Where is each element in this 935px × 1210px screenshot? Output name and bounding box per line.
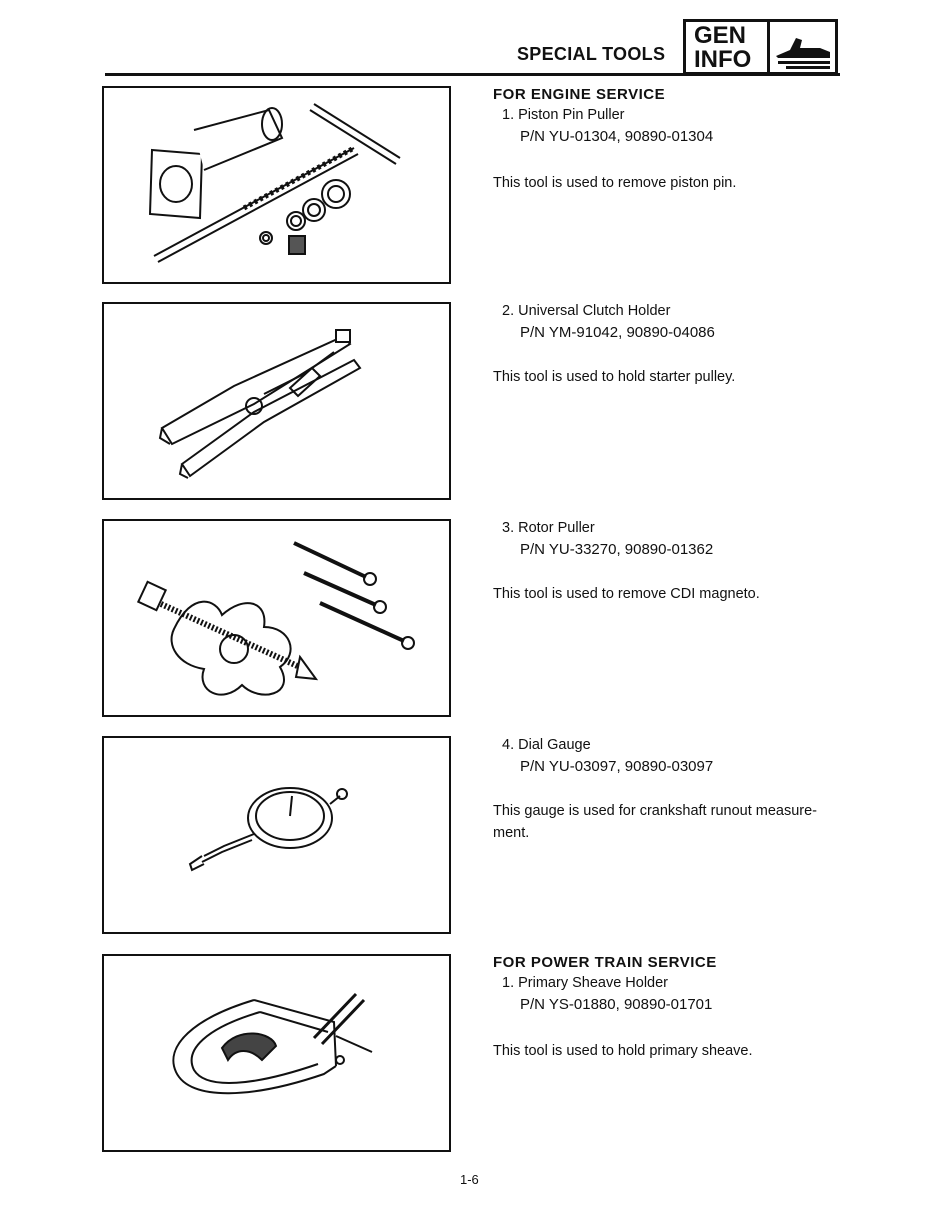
snowmobile-icon [770,22,835,72]
page-title: SPECIAL TOOLS [517,44,666,64]
badge-line-info: INFO [694,46,752,73]
section-badge [683,19,838,75]
item-1-name: 1. Piston Pin Puller [502,107,625,123]
badge-text [686,22,770,72]
item-5-name: 1. Primary Sheave Holder [502,975,669,991]
badge-line-gen: GEN [694,22,747,49]
item-1-part-number: P/N YU-01304, 90890-01304 [520,128,714,145]
item-4-description-line-2: ment. [493,825,530,841]
item-4-description [493,800,848,844]
piston-pin-puller-illustration [102,86,451,284]
item-5-part-number: P/N YS-01880, 90890-01701 [520,996,713,1013]
rotor-puller-illustration [102,519,451,717]
item-1-description: This tool is used to remove piston pin. [493,175,737,191]
item-4-description-line-1: This gauge is used for crankshaft runout measure- [493,803,817,819]
item-2-name: 2. Universal Clutch Holder [502,303,671,319]
item-4-part-number: P/N YU-03097, 90890-03097 [520,758,714,775]
primary-sheave-holder-illustration [102,954,451,1152]
dial-gauge-illustration [102,736,451,934]
item-4-name: 4. Dial Gauge [502,737,591,753]
page-number: 1-6 [460,1172,479,1187]
item-3-name: 3. Rotor Puller [502,520,595,536]
item-5-description: This tool is used to hold primary sheave. [493,1043,753,1059]
item-2-description: This tool is used to hold starter pulley. [493,369,736,385]
item-2-part-number: P/N YM-91042, 90890-04086 [520,324,715,341]
item-3-part-number: P/N YU-33270, 90890-01362 [520,541,714,558]
engine-service-heading: FOR ENGINE SERVICE [493,86,666,103]
item-3-description: This tool is used to remove CDI magneto. [493,586,760,602]
power-train-service-heading: FOR POWER TRAIN SERVICE [493,954,717,971]
clutch-holder-illustration [102,302,451,500]
